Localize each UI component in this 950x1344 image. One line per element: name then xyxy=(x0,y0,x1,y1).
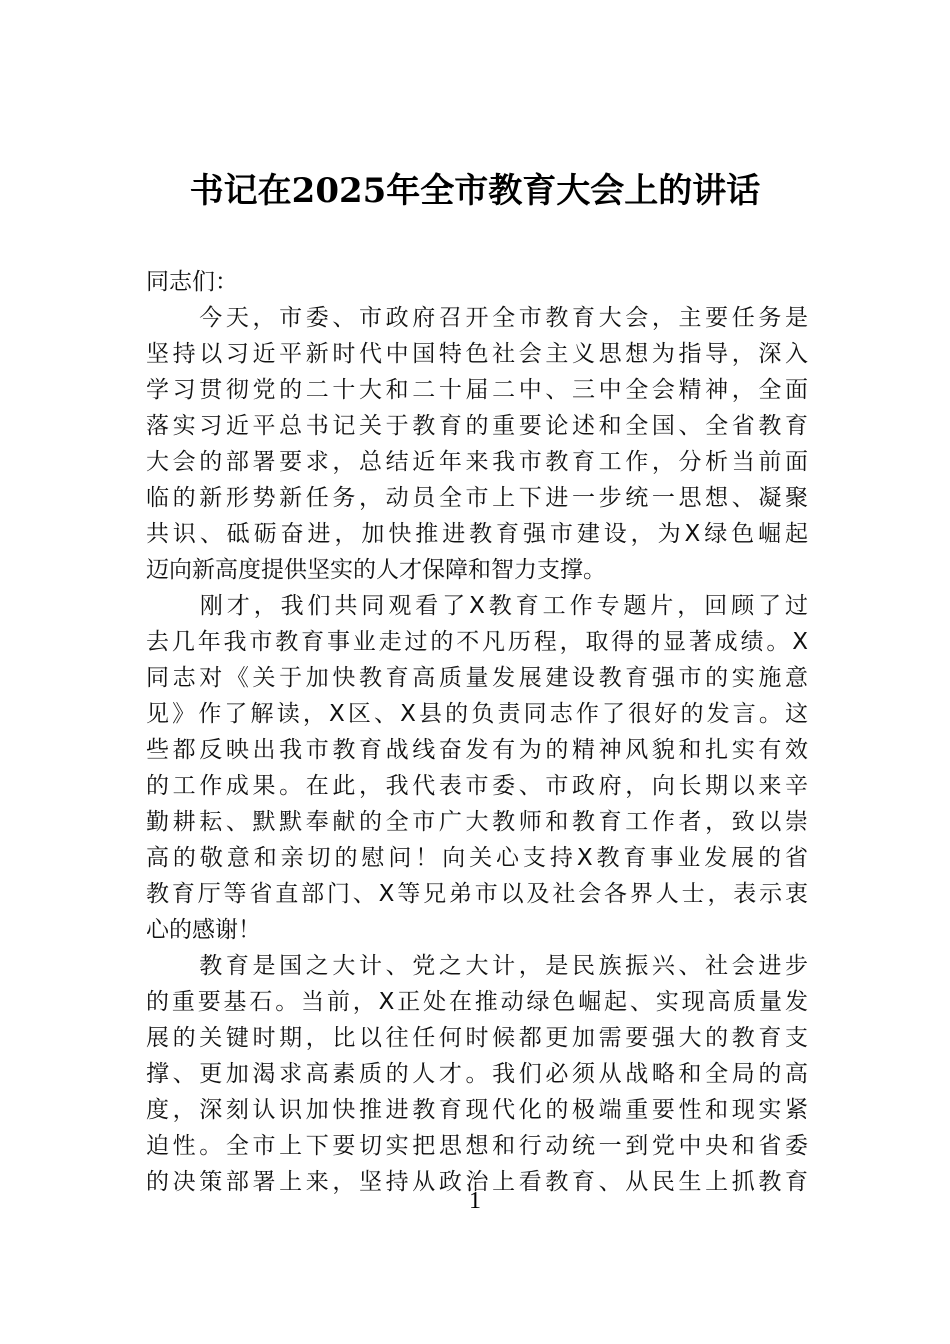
document-body xyxy=(146,264,808,1200)
text-line: 勤耕耘、默默奉献的全市广大教师和教育工作者，致以崇 xyxy=(146,809,808,835)
text-line: 今天，市委、市政府召开全市教育大会，主要任务是 xyxy=(146,305,808,331)
text-line: 些都反映出我市教育战线奋发有为的精神风貌和扎实有效 xyxy=(146,737,808,763)
text-line: 教育是国之大计、党之大计，是民族振兴、社会进步 xyxy=(146,953,808,979)
text-line: 刚才，我们共同观看了X教育工作专题片，回顾了过 xyxy=(146,593,808,619)
text-line: 度，深刻认识加快推进教育现代化的极端重要性和现实紧 xyxy=(146,1097,808,1123)
text-line: 同志对《关于加快教育高质量发展建设教育强市的实施意 xyxy=(146,665,808,691)
document-title: 书记在2025年全市教育大会上的讲话 xyxy=(189,171,761,211)
text-line: 临的新形势新任务，动员全市上下进一步统一思想、凝聚 xyxy=(146,485,808,511)
text-line: 学习贯彻党的二十大和二十届二中、三中全会精神，全面 xyxy=(146,377,808,403)
text-line: 去几年我市教育事业走过的不凡历程，取得的显著成绩。X xyxy=(146,629,808,655)
text-line: 落实习近平总书记关于教育的重要论述和全国、全省教育 xyxy=(146,413,808,439)
text-line: 见》作了解读，X区、X县的负责同志作了很好的发言。这 xyxy=(146,701,808,727)
text-line: 迈向新高度提供坚实的人才保障和智力支撑。 xyxy=(146,557,606,583)
text-line: 的工作成果。在此，我代表市委、市政府，向长期以来辛 xyxy=(146,773,808,799)
text-line: 高的敬意和亲切的慰问！向关心支持X教育事业发展的省 xyxy=(146,845,808,871)
text-line: 迫性。全市上下要切实把思想和行动统一到党中央和省委 xyxy=(146,1133,808,1159)
text-line: 大会的部署要求，总结近年来我市教育工作，分析当前面 xyxy=(146,449,808,475)
page-number: 1 xyxy=(469,1188,481,1214)
paragraph-1 xyxy=(146,300,808,588)
text-line: 的决策部署上来，坚持从政治上看教育、从民生上抓教育 xyxy=(146,1169,808,1195)
text-line: 的重要基石。当前，X正处在推动绿色崛起、实现高质量发 xyxy=(146,989,808,1015)
text-line: 坚持以习近平新时代中国特色社会主义思想为指导，深入 xyxy=(146,341,808,367)
text-line: 撑、更加渴求高素质的人才。我们必须从战略和全局的高 xyxy=(146,1061,808,1087)
paragraph-2 xyxy=(146,588,808,948)
text-line: 心的感谢！ xyxy=(146,917,261,943)
text-line: 展的关键时期，比以往任何时候都更加需要强大的教育支 xyxy=(146,1025,808,1051)
text-line: 共识、砥砺奋进，加快推进教育强市建设，为X绿色崛起 xyxy=(146,521,808,547)
text-line: 教育厅等省直部门、X等兄弟市以及社会各界人士，表示衷 xyxy=(146,881,808,907)
paragraph-3 xyxy=(146,948,808,1200)
salutation: 同志们： xyxy=(146,269,238,295)
